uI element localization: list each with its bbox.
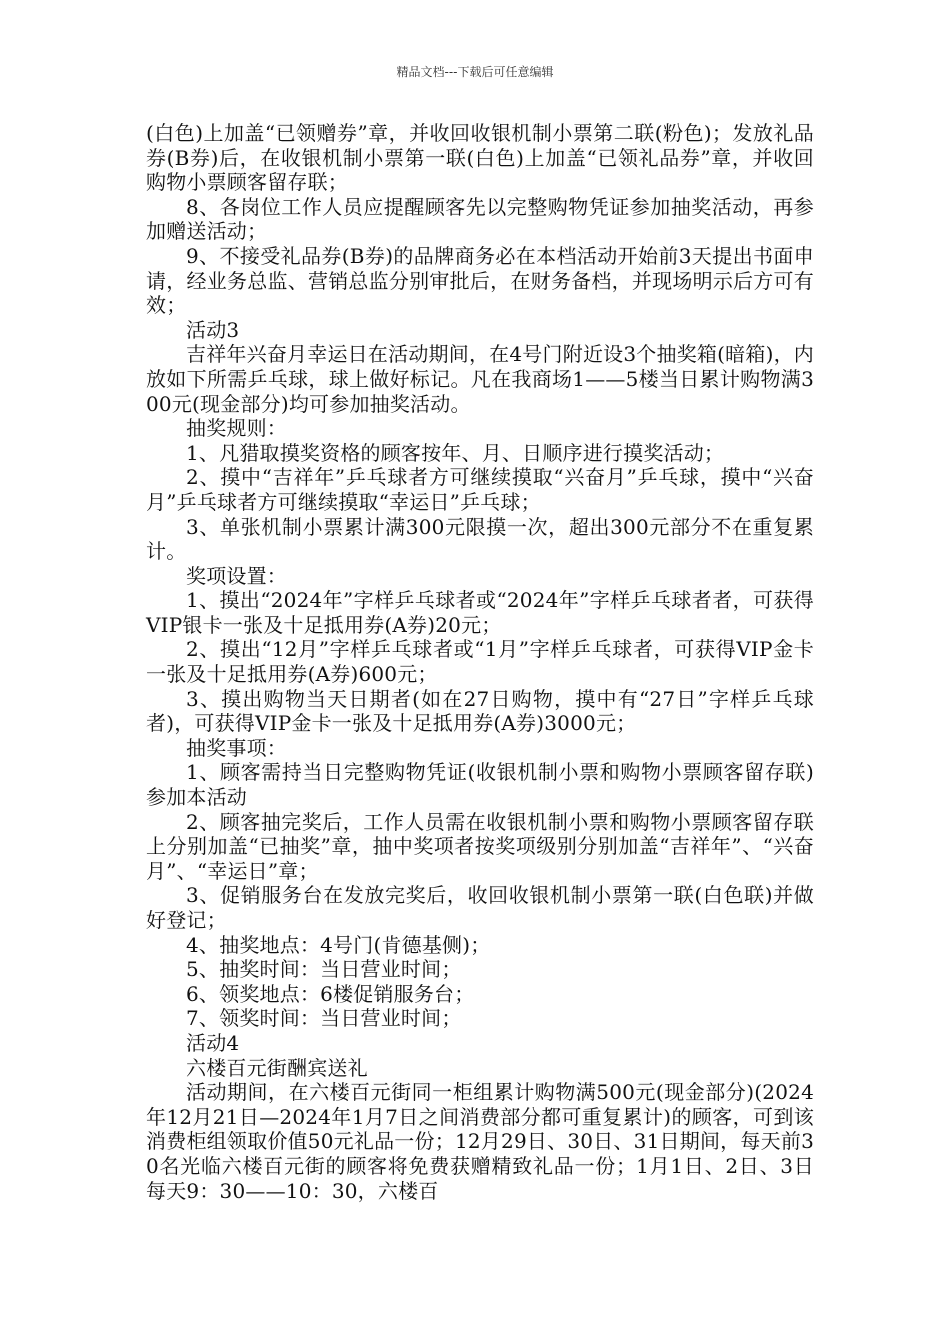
paragraph: 1、凡猎取摸奖资格的顾客按年、月、日顺序进行摸奖活动； — [186, 440, 725, 465]
paragraph: (白色)上加盖“已领赠券”章，并收回收银机制小票第二联(粉色)；发放礼品券(B券)后，在收银机制小票第一联(白色)上加盖“已领礼品券”章，并收回购物小票顾客留存联； — [146, 121, 814, 195]
paragraph: 3、摸出购物当天日期者(如在27日购物，摸中有“27日”字样乒乓球者)，可获得VIP金卡一张及十足抵用券(A券)3000元； — [146, 686, 814, 736]
paragraph: 1、顾客需持当日完整购物凭证(收银机制小票和购物小票顾客留存联)参加本活动 — [146, 760, 814, 810]
page-header: 精品文档---下载后可任意编辑 — [396, 65, 554, 79]
paragraph: 3、单张机制小票累计满300元限摸一次，超出300元部分不在重复累计。 — [146, 514, 814, 564]
paragraph: 7、领奖时间：当日营业时间； — [186, 1006, 462, 1031]
paragraph: 活动3 — [186, 317, 240, 342]
document-body — [146, 121, 814, 1203]
paragraph: 6、领奖地点：6楼促销服务台； — [186, 981, 475, 1006]
paragraph: 5、抽奖时间：当日营业时间； — [186, 957, 462, 982]
paragraph: 活动期间，在六楼百元街同一柜组累计购物满500元(现金部分)(2024年12月21日—2024年1月7日之间消费部分都可重复累计)的顾客，可到该消费柜组领取价值50元礼品一份；12月29日、30日、31日期间，每天前30名光临六楼百元街的顾客将免费获赠精致礼品一份；1月1日、2日、3日每天9：30——10：30，六楼百 — [146, 1080, 814, 1203]
paragraph: 抽奖事项： — [186, 735, 287, 760]
paragraph: 六楼百元街酬宾送礼 — [186, 1055, 368, 1080]
paragraph: 奖项设置： — [186, 563, 287, 588]
paragraph: 1、摸出“2024年”字样乒乓球者或“2024年”字样乒乓球者者，可获得VIP银卡一张及十足抵用券(A券)20元； — [146, 588, 814, 637]
paragraph: 2、摸中“吉祥年”乒乓球者方可继续摸取“兴奋月”乒乓球，摸中“兴奋月”乒乓球者方可继续摸取“幸运日”乒乓球； — [146, 465, 814, 514]
paragraph: 抽奖规则： — [186, 416, 287, 441]
paragraph: 3、促销服务台在发放完奖后，收回收银机制小票第一联(白色联)并做好登记； — [146, 883, 814, 932]
paragraph: 8、各岗位工作人员应提醒顾客先以完整购物凭证参加抽奖活动，再参加赠送活动； — [146, 194, 814, 244]
paragraph: 2、顾客抽完奖后，工作人员需在收银机制小票和购物小票顾客留存联上分别加盖“已抽奖”章，抽中奖项者按奖项级别分别加盖“吉祥年”、“兴奋月”、“幸运日”章； — [146, 809, 814, 883]
paragraph: 2、摸出“12月”字样乒乓球者或“1月”字样乒乓球者，可获得VIP金卡一张及十足抵用券(A券)600元； — [146, 637, 814, 687]
paragraph: 4、抽奖地点：4号门(肯德基侧)； — [186, 932, 491, 957]
paragraph: 活动4 — [186, 1030, 240, 1055]
paragraph: 吉祥年兴奋月幸运日在活动期间，在4号门附近设3个抽奖箱(暗箱)，内放如下所需乒乓球，球上做好标记。凡在我商场1——5楼当日累计购物满300元(现金部分)均可参加抽奖活动。 — [146, 342, 814, 416]
paragraph: 9、不接受礼品券(B券)的品牌商务必在本档活动开始前3天提出书面申请，经业务总监、营销总监分别审批后，在财务备档，并现场明示后方可有效； — [146, 243, 814, 318]
